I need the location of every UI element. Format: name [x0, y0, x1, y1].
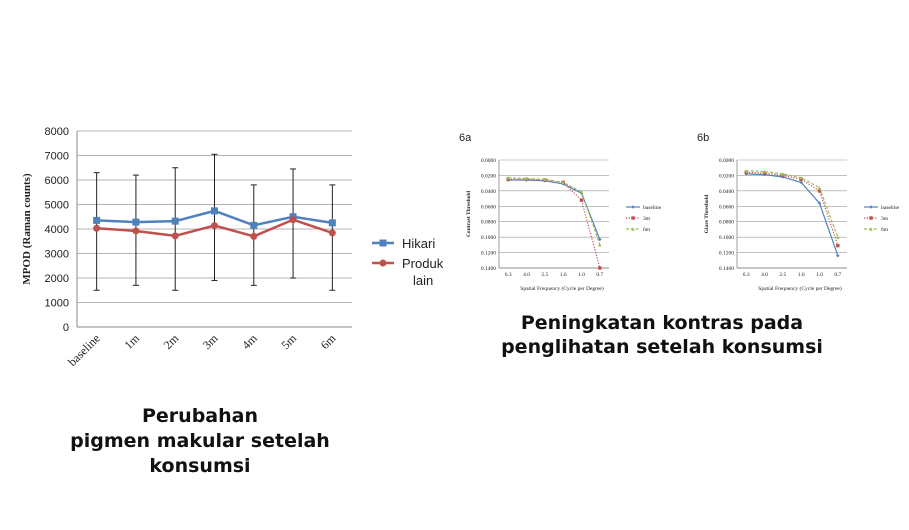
caption-line: pigmen makular setelah: [70, 430, 330, 452]
y-tick-label: 0.0400: [480, 188, 496, 195]
data-point: [836, 254, 839, 257]
data-point: [580, 198, 583, 201]
data-point: [836, 244, 839, 247]
y-tick-label: 0.1200: [480, 250, 496, 257]
x-tick-label: 2.5: [779, 272, 787, 278]
x-tick-label: 3m: [199, 331, 221, 352]
x-tick-label: 6.3: [742, 272, 750, 278]
data-point: [211, 207, 218, 214]
data-point: [132, 219, 139, 226]
legend-swatch-marker: [631, 216, 634, 219]
x-tick-label: 5m: [278, 331, 300, 352]
data-point: [132, 227, 139, 234]
x-tick-label: 6m: [317, 331, 339, 352]
data-point: [598, 266, 601, 269]
x-tick-label: 1.0: [578, 272, 585, 278]
legend-label: 6m: [881, 227, 889, 233]
caption-line: penglihatan setelah konsumsi: [501, 336, 823, 358]
y-tick-label: 3000: [44, 248, 69, 261]
legend-label: 6m: [643, 227, 651, 233]
y-tick-label: 0.1400: [718, 266, 734, 272]
legend-label: baseline: [643, 205, 662, 211]
glare-threshold-chart-6b: [697, 132, 900, 292]
y-tick-label: 0.1000: [718, 235, 734, 242]
legend-label-line: Produk: [402, 256, 444, 271]
x-tick-label: 1m: [121, 331, 143, 352]
x-axis-title: Spatial Frequency (Cycle per Degree): [520, 286, 604, 292]
data-point: [172, 218, 179, 225]
x-tick-label: 2m: [160, 331, 182, 352]
x-tick-label: 4.0: [523, 272, 530, 278]
y-tick-label: 0.0600: [718, 204, 734, 211]
series-line: [508, 180, 600, 239]
y-axis-title: MPOD (Raman counts): [21, 173, 33, 285]
y-tick-label: 0.0000: [480, 158, 496, 164]
legend-label: [402, 236, 435, 251]
x-tick-label: 4m: [239, 331, 260, 352]
legend-label: [402, 256, 444, 288]
data-point: [93, 225, 100, 232]
legend-label-line: lain: [413, 273, 434, 288]
y-tick-label: 6000: [44, 175, 69, 187]
data-point: [329, 219, 336, 226]
legend-swatch-marker: [869, 205, 872, 208]
series-line: [508, 178, 600, 245]
data-point: [598, 243, 601, 246]
y-tick-label: 2000: [44, 273, 69, 285]
series-line: [508, 179, 600, 268]
y-tick-label: 8000: [44, 126, 69, 138]
y-tick-label: 0.0200: [718, 173, 734, 180]
y-tick-label: 1000: [44, 297, 69, 310]
caption-line: konsumsi: [149, 455, 251, 477]
series-line: [746, 171, 838, 237]
series-line: [746, 172, 838, 245]
data-point: [172, 232, 179, 239]
x-tick-label: 1.6: [797, 272, 805, 278]
y-tick-label: 0.0000: [718, 158, 734, 164]
data-point: [329, 229, 336, 236]
x-axis-title: Spatial Frequency (Cycle per Degree): [758, 286, 842, 292]
y-tick-label: 0.0200: [480, 173, 496, 180]
x-tick-label: 6.3: [504, 272, 512, 278]
contrast-threshold-chart-6a: [459, 132, 662, 292]
y-tick-label: 0: [62, 322, 69, 334]
data-point: [250, 222, 257, 229]
legend-label-line: Hikari: [402, 236, 436, 251]
y-tick-label: 7000: [44, 150, 69, 163]
y-tick-label: 0.0600: [480, 204, 496, 211]
data-point: [93, 217, 100, 224]
x-tick-label: baseline: [65, 331, 103, 369]
data-point: [290, 216, 297, 223]
y-tick-label: 0.0800: [718, 219, 734, 226]
y-axis-title: Contrast Threshold: [466, 190, 472, 238]
legend-swatch-marker: [380, 240, 387, 247]
panel-label: 6b: [697, 132, 710, 144]
x-tick-label: 4.0: [761, 272, 768, 278]
data-point: [250, 233, 257, 240]
caption-macular-pigment: [40, 404, 360, 479]
legend-label: 3m: [881, 216, 889, 222]
x-tick-label: 1.0: [816, 272, 823, 278]
y-tick-label: 0.0800: [480, 219, 496, 226]
legend-label: baseline: [881, 205, 900, 211]
y-tick-label: 5000: [44, 199, 69, 212]
y-tick-label: 0.1400: [480, 266, 496, 272]
x-tick-label: 0.7: [596, 272, 604, 278]
series-line: [746, 174, 838, 256]
panel-label: 6a: [459, 132, 472, 144]
y-tick-label: 0.0400: [718, 188, 734, 195]
y-tick-label: 0.1200: [718, 250, 734, 257]
x-tick-label: 0.7: [834, 272, 842, 278]
y-axis-title: Glare Threshold: [704, 194, 710, 234]
y-tick-label: 0.1000: [480, 235, 496, 242]
legend-swatch-marker: [631, 205, 634, 208]
y-tick-label: 4000: [44, 224, 69, 236]
legend-label: 3m: [643, 216, 651, 222]
data-point: [211, 222, 218, 229]
x-tick-label: 1.6: [559, 272, 567, 278]
mpod-line-chart: [21, 126, 444, 369]
x-tick-label: 2.5: [541, 272, 549, 278]
caption-line: Peningkatan kontras pada: [520, 312, 804, 334]
caption-line: Perubahan: [141, 405, 258, 427]
legend-swatch-marker: [380, 260, 387, 267]
caption-contrast: [492, 311, 832, 359]
legend-swatch-marker: [869, 216, 872, 219]
